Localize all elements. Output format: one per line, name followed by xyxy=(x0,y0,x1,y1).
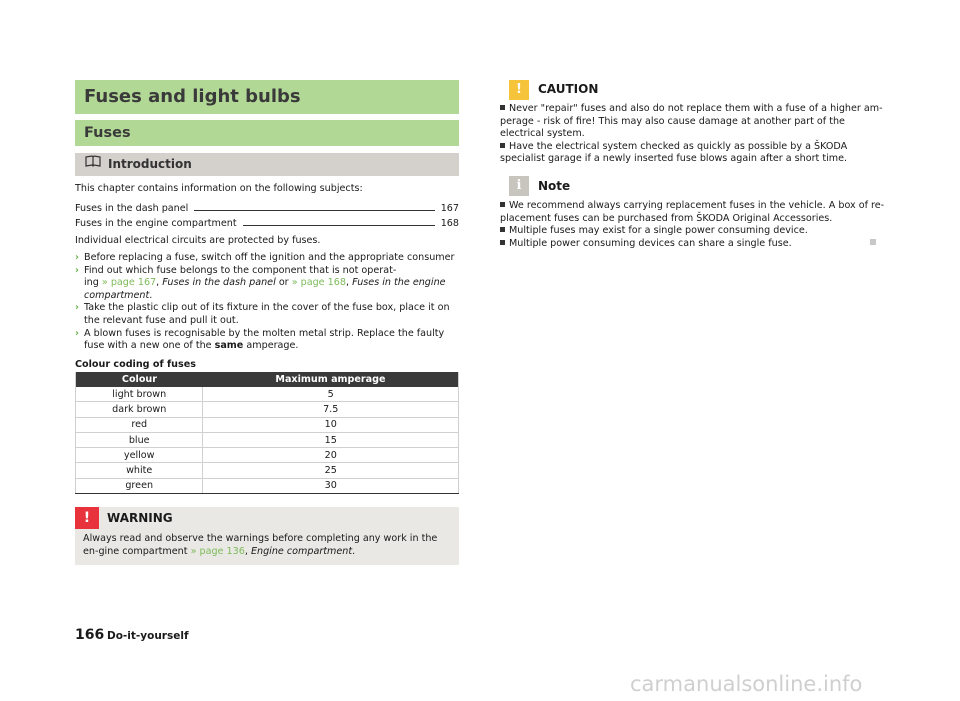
table-cell: 10 xyxy=(203,417,459,432)
step-item xyxy=(75,252,459,265)
arrow-icon: › xyxy=(75,252,79,263)
caution-item-text: Never "repair" fuses and also do not replace them with a fuse of a higher am-perage - risk of fire! This may also cause damage at another part of the electrical system. xyxy=(500,103,883,140)
fuse-table-wrap xyxy=(75,372,459,494)
section-title: Fuses xyxy=(75,120,459,146)
table-row xyxy=(76,478,459,493)
step-item xyxy=(75,302,459,327)
end-text: . xyxy=(352,545,356,557)
subsection-header xyxy=(75,153,459,176)
warning-title: WARNING xyxy=(107,511,173,525)
bullet-square-icon xyxy=(500,105,505,110)
page-footer-title: Do-it-yourself xyxy=(107,630,189,642)
table-cell: green xyxy=(76,478,203,493)
toc-label: Fuses in the dash panel xyxy=(75,203,189,214)
table-cell: 20 xyxy=(203,448,459,463)
separator: , xyxy=(156,277,160,289)
arrow-icon: › xyxy=(75,302,79,314)
toc-label: Fuses in the engine compartment xyxy=(75,218,237,229)
caution-item-text: Have the electrical system checked as quickly as possible by a ŠKODA specialist garage if a newly inserted fuse blows again after a short time. xyxy=(500,140,848,165)
separator: , xyxy=(244,545,248,557)
warning-body: Always read and observe the warnings before completing any work in the en-gine compartment xyxy=(83,533,438,557)
caution-item xyxy=(500,141,885,166)
page-number: 166 xyxy=(75,627,105,643)
table-row xyxy=(76,402,459,417)
bullet-square-icon xyxy=(500,202,505,207)
table-row xyxy=(76,463,459,478)
table-caption: Colour coding of fuses xyxy=(75,359,196,370)
table-cell: yellow xyxy=(76,448,203,463)
subsection-title: Introduction xyxy=(108,157,192,171)
caution-icon: ! xyxy=(509,80,529,100)
table-cell: dark brown xyxy=(76,402,203,417)
note-item-text: Multiple power consuming devices can share a single fuse. xyxy=(509,237,792,249)
toc-page: 167 xyxy=(440,203,459,214)
warning-box xyxy=(75,507,459,565)
table-header-row xyxy=(76,372,459,387)
column-header: Maximum amperage xyxy=(203,372,459,387)
toc-page: 168 xyxy=(440,218,459,229)
toc xyxy=(75,201,459,229)
note-item xyxy=(500,200,885,225)
table-cell: 25 xyxy=(203,463,459,478)
step-text: Take the plastic clip out of its fixture in the cover of the fuse box, place it on the relevant fuse and pull it out. xyxy=(84,302,450,326)
step-text: ing xyxy=(84,277,99,289)
toc-row[interactable] xyxy=(75,201,459,214)
table-row xyxy=(76,448,459,463)
arrow-icon: › xyxy=(75,264,79,276)
table-cell: 15 xyxy=(203,432,459,447)
table-row xyxy=(76,387,459,402)
toc-row[interactable] xyxy=(75,216,459,229)
caution-list xyxy=(500,103,885,166)
bold-text: same xyxy=(214,340,244,352)
table-cell: 7.5 xyxy=(203,402,459,417)
step-text: amperage. xyxy=(246,340,299,352)
page-link[interactable]: » page 167 xyxy=(101,277,157,289)
step-item xyxy=(75,265,459,303)
fuse-table xyxy=(75,372,459,494)
step-text: A blown fuses is recognisable by the molten metal strip. Replace the faulty fuse with a new one of the xyxy=(84,327,445,352)
table-cell: red xyxy=(76,417,203,432)
note-item-text: Multiple fuses may exist for a single power consuming device. xyxy=(509,225,808,237)
warning-text xyxy=(83,533,451,558)
reference-text: Engine compartment xyxy=(250,545,353,557)
table-cell: white xyxy=(76,463,203,478)
table-cell: blue xyxy=(76,432,203,447)
note-list xyxy=(500,200,885,250)
book-icon xyxy=(85,152,101,175)
end-text: . xyxy=(149,289,153,301)
table-cell: 5 xyxy=(203,387,459,402)
reference-text: Fuses in the engine compartment xyxy=(84,277,446,301)
reference-text: Fuses in the dash panel xyxy=(162,277,276,289)
caution-item xyxy=(500,103,885,141)
step-text: Find out which fuse belongs to the component that is not operat- xyxy=(84,264,397,276)
bullet-square-icon xyxy=(500,240,505,245)
step-text: Before replacing a fuse, switch off the ignition and the appropriate consumer xyxy=(84,252,455,263)
table-row xyxy=(76,432,459,447)
or-text: or xyxy=(278,277,289,289)
protected-text: Individual electrical circuits are protected by fuses. xyxy=(75,235,321,246)
chapter-title: Fuses and light bulbs xyxy=(75,80,459,114)
page-link[interactable]: » page 168 xyxy=(291,277,346,289)
bullet-square-icon xyxy=(500,143,505,148)
bullet-square-icon xyxy=(500,227,505,232)
column-header: Colour xyxy=(76,372,203,387)
info-icon: i xyxy=(509,176,529,196)
toc-leader xyxy=(194,210,434,211)
note-item xyxy=(500,238,885,251)
arrow-icon: › xyxy=(75,327,79,339)
note-item xyxy=(500,225,885,238)
warning-icon: ! xyxy=(75,507,99,529)
table-row xyxy=(76,417,459,432)
caution-title: CAUTION xyxy=(538,82,599,96)
end-marker-icon xyxy=(870,239,876,245)
page-link[interactable]: » page 136 xyxy=(190,545,245,557)
table-cell: 30 xyxy=(203,478,459,493)
watermark: carmanualsonline.info xyxy=(630,672,863,696)
note-item-text: We recommend always carrying replacement fuses in the vehicle. A box of re-placement fuses can be purchased from ŠKODA Original Accessories. xyxy=(500,200,885,224)
steps-list xyxy=(75,252,459,353)
step-item xyxy=(75,328,459,353)
note-title: Note xyxy=(538,179,571,193)
table-cell: light brown xyxy=(76,387,203,402)
separator: , xyxy=(345,277,350,289)
subjects-text: This chapter contains information on the following subjects: xyxy=(75,183,363,194)
toc-leader xyxy=(243,225,435,226)
